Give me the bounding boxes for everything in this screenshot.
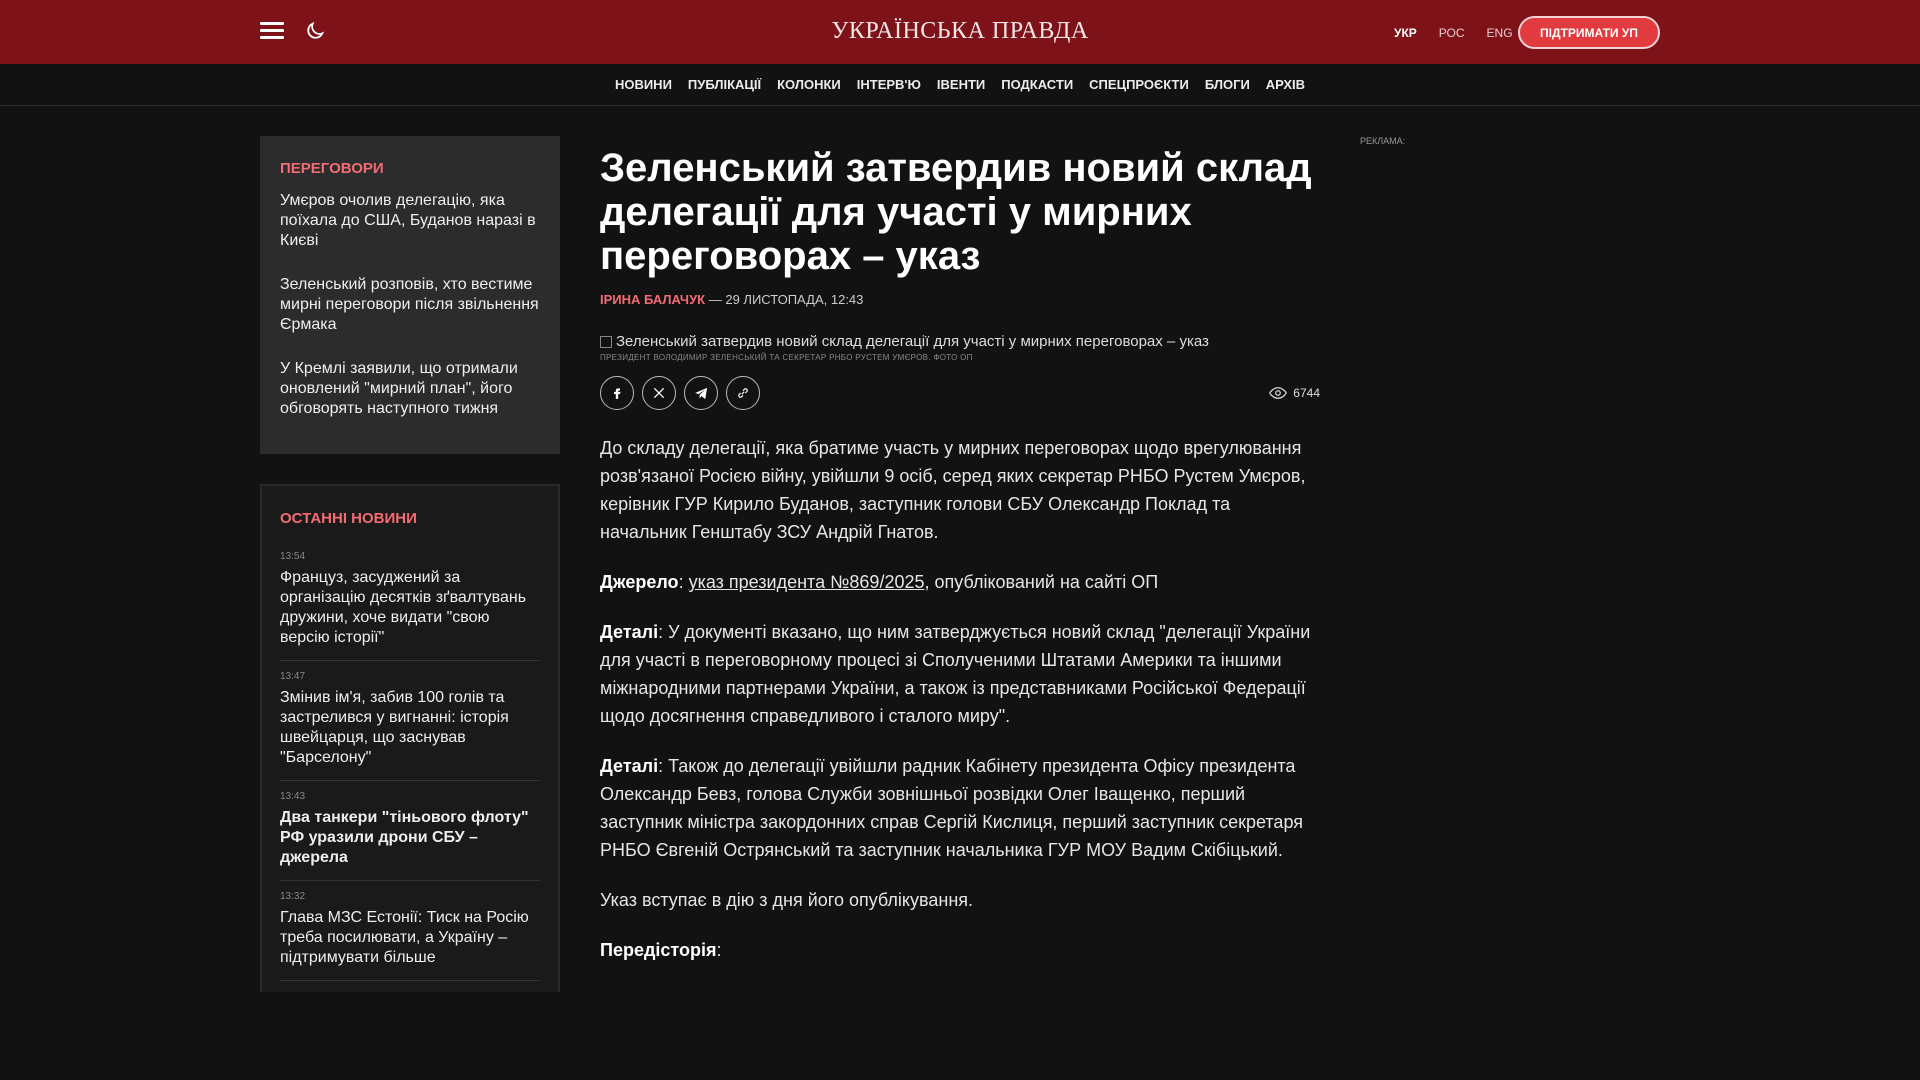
paragraph-5: Указ вступає в дію з дня його опублікування.: [600, 890, 974, 910]
eye-icon: [1269, 387, 1287, 399]
views-counter: [1269, 386, 1320, 400]
telegram-icon: [694, 386, 709, 401]
support-button[interactable]: ПІДТРИМАТИ УП: [1518, 16, 1660, 49]
news-item[interactable]: [280, 881, 540, 981]
ad-label: РЕКЛАМА:: [1360, 136, 1406, 146]
details-text-2: : Також до делегації увійшли радник Кабінету президента Офісу президента Олександр Бевз, голова Служби зовнішньої розвідки Олег Іващенко, перший заступник міністра закордонних справ Сергій Кислиця, перший заступник секретаря РНБО Євгеній Острянський та заступник начальника ГУР МОУ Вадим Скібіцький.: [600, 756, 1304, 860]
details-text-1: : У документі вказано, що ним затверджується новий склад "делегації України для участі в переговорному процесі зі Сполученими Штатами Америки та іншими міжнародними партнерами України, а також із представниками Російської Федерації щодо досягнення справедливого і сталого миру".: [600, 622, 1311, 726]
paragraph-source: Джерело: указ президента №869/2025, опублікований на сайті ОП: [600, 572, 1159, 592]
paragraph-1: До складу делегації, яка братиме участь у мирних переговорах щодо врегулювання розв'язаної Росією війну, увійшли 9 осіб, серед яких секретар РНБО Рустем Умєров, керівник ГУР Кирило Буданов, заступник голови СБУ Олександр Поклад та начальник Генштабу ЗСУ Андрій Гнатов.: [600, 438, 1306, 542]
paragraph-details-1: [600, 618, 1320, 730]
site-logo[interactable]: УКРАЇНСЬКА ПРАВДА: [831, 18, 1089, 44]
article-byline: [600, 292, 1320, 307]
lang-ukr[interactable]: УКР: [1394, 26, 1417, 40]
views-count: 6744: [1293, 386, 1320, 400]
lang-ros[interactable]: РОС: [1438, 26, 1465, 40]
news-time: 13:54: [280, 551, 306, 562]
lang-eng[interactable]: ENG: [1486, 26, 1513, 40]
paragraph-details-2: [600, 752, 1320, 864]
topic-item[interactable]: Умєров очолив делегацію, яка поїхала до США, Буданов наразі в Києві: [280, 192, 536, 249]
article-photo: [600, 333, 1320, 350]
language-switcher: [1394, 26, 1513, 40]
decree-link[interactable]: указ президента №869/2025: [688, 572, 925, 592]
news-item[interactable]: [280, 661, 540, 781]
x-icon: [652, 386, 666, 400]
news-title[interactable]: Два танкери "тіньового флоту" РФ уразили дрони СБУ – джерела: [280, 809, 529, 866]
paragraph-prehistory: Передісторія:: [600, 940, 722, 960]
main-nav: [0, 64, 1920, 106]
nav-item-blogs[interactable]: БЛОГИ: [1204, 77, 1250, 92]
news-title[interactable]: Француз, засуджений за організацію десятків зґвалтувань дружини, хоче видати "свою версію історії": [280, 569, 527, 646]
nav-item-publications[interactable]: ПУБЛІКАЦІЇ: [687, 77, 762, 92]
x-share-button[interactable]: [642, 376, 676, 410]
news-item[interactable]: [280, 541, 540, 661]
broken-image-icon: [600, 336, 612, 348]
prehistory-label: Передісторія: [600, 940, 717, 960]
telegram-share-button[interactable]: [684, 376, 718, 410]
facebook-icon: [610, 386, 624, 400]
news-time: 13:43: [280, 791, 306, 802]
topic-title[interactable]: ПЕРЕГОВОРИ: [280, 160, 384, 177]
news-title[interactable]: Глава МЗС Естонії: Тиск на Росію треба посилювати, а Україну – підтримувати більше: [280, 909, 529, 966]
nav-item-specprojects[interactable]: СПЕЦПРОЄКТИ: [1089, 77, 1189, 92]
details-label: Деталі: [600, 756, 659, 776]
topic-card: [260, 136, 560, 454]
nav-item-archive[interactable]: АРХІВ: [1265, 77, 1306, 92]
source-label: Джерело: [600, 572, 679, 592]
news-title[interactable]: Змінив ім'я, забив 100 голів та застрелився у вигнанні: історія швейцарця, що заснував "Барселону": [280, 689, 509, 766]
facebook-share-button[interactable]: [600, 376, 634, 410]
nav-item-columns[interactable]: КОЛОНКИ: [777, 77, 841, 92]
nav-item-news[interactable]: НОВИНИ: [614, 77, 672, 92]
news-time: 13:32: [280, 891, 306, 902]
source-rest: , опублікований на сайті ОП: [924, 572, 1159, 592]
nav-item-interviews[interactable]: ІНТЕРВ'Ю: [856, 77, 921, 92]
article: [600, 146, 1320, 964]
latest-news-card: [260, 484, 560, 996]
article-body: [600, 434, 1320, 964]
details-label: Деталі: [600, 622, 659, 642]
news-item[interactable]: [280, 781, 540, 881]
photo-alt-text: Зеленський затвердив новий склад делегації для участі у мирних переговорах – указ: [616, 333, 1209, 350]
nav-item-podcasts[interactable]: ПОДКАСТИ: [1001, 77, 1074, 92]
share-buttons: [600, 376, 760, 410]
link-icon: [736, 386, 750, 400]
author-link[interactable]: ІРИНА БАЛАЧУК: [600, 292, 706, 307]
news-time: 13:47: [280, 671, 306, 682]
photo-caption: ПРЕЗИДЕНТ ВОЛОДИМИР ЗЕЛЕНСЬКИЙ ТА СЕКРЕТАР РНБО РУСТЕМ УМЄРОВ. ФОТО ОП: [600, 353, 973, 362]
bottom-overlay: [0, 992, 1920, 1080]
article-date: 29 ЛИСТОПАДА, 12:43: [725, 292, 864, 307]
share-row: [600, 376, 1320, 410]
topic-item[interactable]: У Кремлі заявили, що отримали оновлений "мирний план", його обговорять наступного тижня: [280, 360, 518, 417]
top-header: [0, 0, 1920, 64]
nav-item-events[interactable]: ІВЕНТИ: [936, 77, 986, 92]
article-headline: Зеленський затвердив новий склад делегації для участі у мирних переговорах – указ: [600, 146, 1312, 278]
copy-link-button[interactable]: [726, 376, 760, 410]
topic-item[interactable]: Зеленський розповів, хто вестиме мирні переговори після звільнення Єрмака: [280, 276, 539, 333]
latest-news-title[interactable]: ОСТАННІ НОВИНИ: [280, 510, 417, 527]
byline-separator: —: [708, 292, 726, 307]
